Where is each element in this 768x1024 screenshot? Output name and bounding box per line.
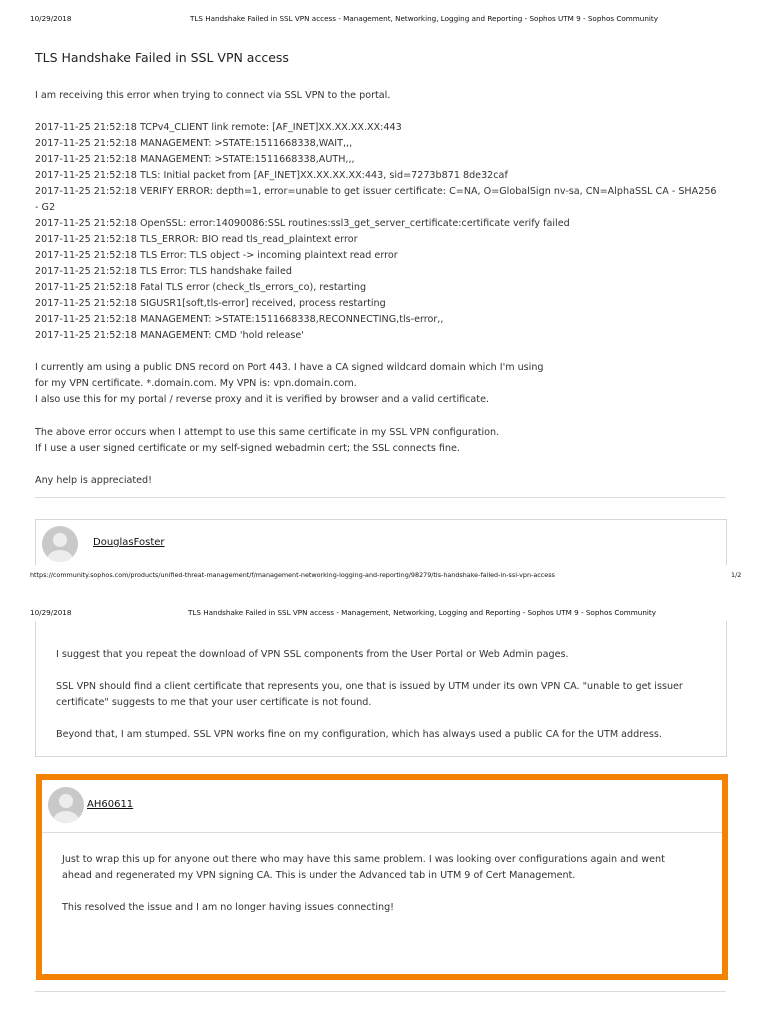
page-number: 1/2 <box>731 571 742 579</box>
question-paragraph: The above error occurs when I attempt to use this same certificate in my SSL VPN configuration. If I use a user signed certificate or my self-signed webadmin cert; the SSL connects fine. <box>35 427 500 454</box>
print-date: 10/29/2018 <box>30 14 72 23</box>
print-title: TLS Handshake Failed in SSL VPN access - Management, Networking, Logging and Reporting - Sophos UTM 9 - Sophos Community <box>188 608 656 617</box>
log-line: 2017-11-25 21:52:18 TLS Error: TLS handshake failed <box>35 266 292 277</box>
footer-url: https://community.sophos.com/products/unified-threat-management/f/management-networking-logging-and-reporting/98279/tls-handshake-failed-in-ssl-vpn-access <box>30 571 555 579</box>
log-line: 2017-11-25 21:52:18 Fatal TLS error (check_tls_errors_co), restarting <box>35 282 367 293</box>
log-line: 2017-11-25 21:52:18 OpenSSL: error:14090086:SSL routines:ssl3_get_server_certificate:certificate verify failed <box>35 218 570 229</box>
divider <box>35 991 726 992</box>
log-line: 2017-11-25 21:52:18 MANAGEMENT: CMD 'hold release' <box>35 330 304 341</box>
log-line: 2017-11-25 21:52:18 MANAGEMENT: >STATE:1511668338,WAIT,,, <box>35 138 353 149</box>
avatar[interactable] <box>48 787 84 823</box>
log-line: 2017-11-25 21:52:18 TLS_ERROR: BIO read tls_read_plaintext error <box>35 234 358 245</box>
reply-paragraph: This resolved the issue and I am no longer having issues connecting! <box>62 902 395 913</box>
log-line: 2017-11-25 21:52:18 TLS: Initial packet from [AF_INET]XX.XX.XX.XX:443, sid=7273b871 8de32caf <box>35 170 508 181</box>
divider <box>42 832 722 833</box>
question-closing: Any help is appreciated! <box>35 475 152 486</box>
print-date: 10/29/2018 <box>30 608 72 617</box>
reply-paragraph: Just to wrap this up for anyone out there who may have this same problem. I was looking over configurations again and went ahead and regenerated my VPN signing CA. This is under the Advanced tab in UTM 9 of Cert Management. <box>62 854 665 881</box>
log-line: 2017-11-25 21:52:18 TLS Error: TLS object -> incoming plaintext read error <box>35 250 398 261</box>
question-paragraph: I currently am using a public DNS record on Port 443. I have a CA signed wildcard domain which I'm using for my VPN certificate. *.domain.com. My VPN is: vpn.domain.com. I also use this for my portal / reverse proxy and it is verified by browser and a valid certificate. <box>35 362 544 405</box>
reply-paragraph: I suggest that you repeat the download of VPN SSL components from the User Portal or Web Admin pages. <box>56 649 569 660</box>
log-line: 2017-11-25 21:52:18 SIGUSR1[soft,tls-error] received, process restarting <box>35 298 386 309</box>
log-line: - G2 <box>35 202 56 213</box>
author-link-ah60611[interactable]: AH60611 <box>87 799 134 810</box>
author-link-douglasfoster[interactable]: DouglasFoster <box>93 537 165 548</box>
log-line: 2017-11-25 21:52:18 MANAGEMENT: >STATE:1511668338,AUTH,,, <box>35 154 355 165</box>
reply-paragraph: Beyond that, I am stumped. SSL VPN works fine on my configuration, which has always used a public CA for the UTM address. <box>56 729 662 740</box>
log-line: 2017-11-25 21:52:18 TCPv4_CLIENT link remote: [AF_INET]XX.XX.XX.XX:443 <box>35 122 402 133</box>
divider <box>35 497 726 498</box>
log-line: 2017-11-25 21:52:18 VERIFY ERROR: depth=1, error=unable to get issuer certificate: C=NA, O=GlobalSign nv-sa, CN=AlphaSSL CA - SHA256 <box>35 186 717 197</box>
question-intro: I am receiving this error when trying to connect via SSL VPN to the portal. <box>35 90 391 101</box>
avatar[interactable] <box>42 526 78 562</box>
print-title: TLS Handshake Failed in SSL VPN access - Management, Networking, Logging and Reporting - Sophos UTM 9 - Sophos Community <box>190 14 658 23</box>
user-avatar-icon <box>42 526 78 562</box>
log-line: 2017-11-25 21:52:18 MANAGEMENT: >STATE:1511668338,RECONNECTING,tls-error,, <box>35 314 444 325</box>
reply-paragraph: SSL VPN should find a client certificate that represents you, one that is issued by UTM under its own VPN CA. "unable to get issuer certificate" suggests to me that your user certificate is not found. <box>56 681 683 708</box>
user-avatar-icon <box>48 787 84 823</box>
error-log <box>35 120 717 344</box>
page-title: TLS Handshake Failed in SSL VPN access <box>35 50 289 65</box>
